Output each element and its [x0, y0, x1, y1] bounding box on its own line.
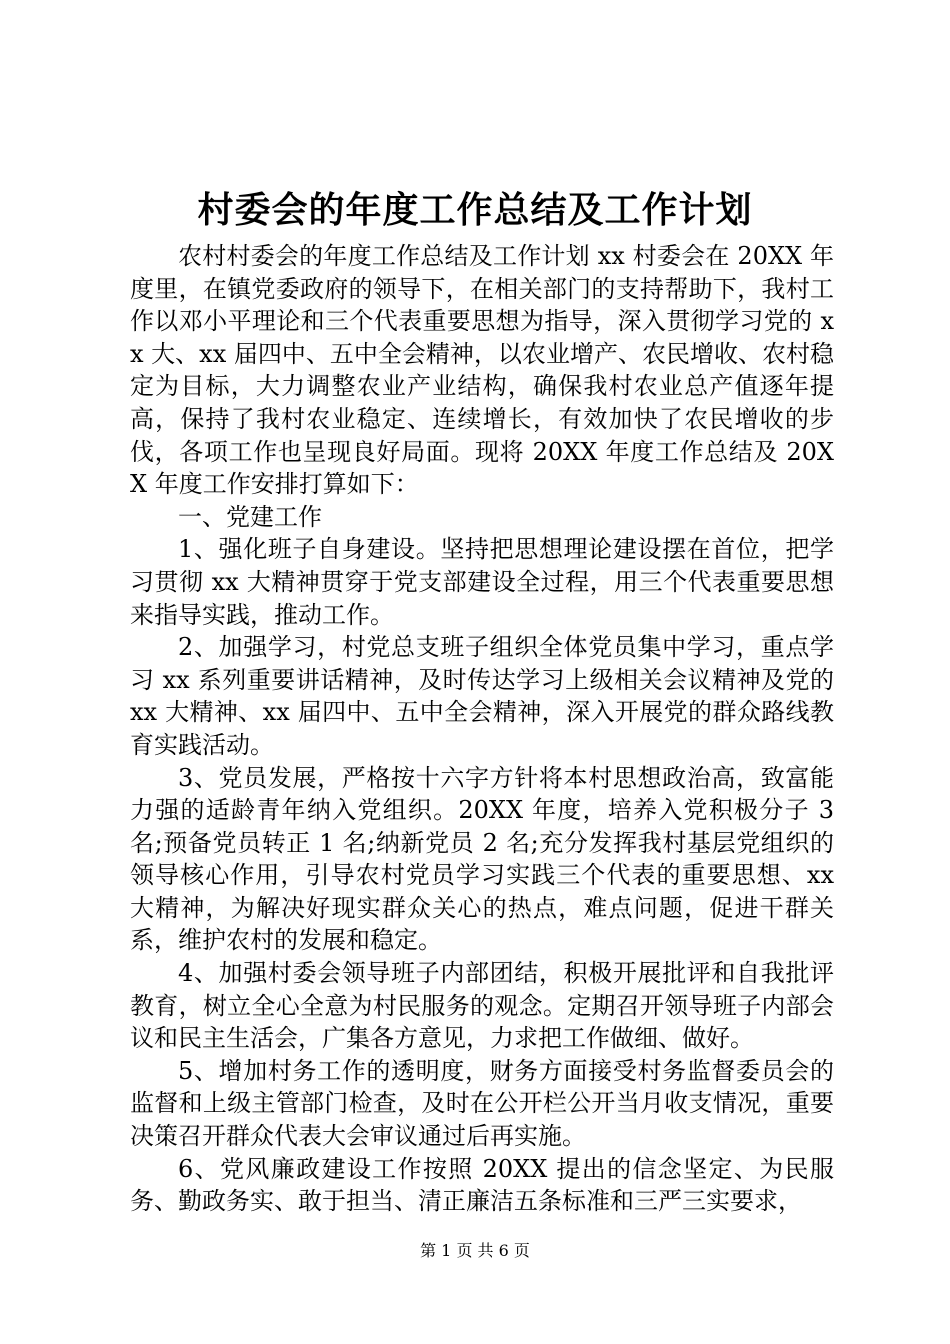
- section-heading-party-building: 一、党建工作: [178, 502, 322, 531]
- paragraph-item-2: 2、加强学习，村党总支班子组织全体党员集中学习，重点学习 xx 系列重要讲话精神，及时传达学习上级相关会议精神及党的 xx 大精神、xx 届四中、五中全会精神，深入开展党的群众路线教育实践活动。: [130, 633, 834, 759]
- document-body: [130, 240, 834, 1218]
- page-number-footer: 第 1 页 共 6 页: [420, 1241, 530, 1260]
- document-title: 村委会的年度工作总结及工作计划: [197, 189, 753, 231]
- paragraph-item-4: 4、加强村委会领导班子内部团结，积极开展批评和自我批评教育，树立全心全意为村民服务的观念。定期召开领导班子内部会议和民主生活会，广集各方意见，力求把工作做细、做好。: [130, 959, 834, 1053]
- paragraph-item-3: 3、党员发展，严格按十六字方针将本村思想政治高，致富能力强的适龄青年纳入党组织。20XX 年度，培养入党积极分子 3 名;预备党员转正 1 名;纳新党员 2 名;充分发挥我村基层党组织的领导核心作用，引导农村党员学习实践三个代表的重要思想、xx 大精神，为解决好现实群众关心的热点，难点问题，促进干群关系，维护农村的发展和稳定。: [130, 763, 834, 955]
- paragraph-item-6: 6、党风廉政建设工作按照 20XX 提出的信念坚定、为民服务、勤政务实、敢于担当、清正廉洁五条标准和三严三实要求，: [130, 1154, 834, 1216]
- intro-paragraph: 农村村委会的年度工作总结及工作计划 xx 村委会在 20XX 年度里，在镇党委政府的领导下，在相关部门的支持帮助下，我村工作以邓小平理论和三个代表重要思想为指导，深入贯彻学习党的 xx 大、xx 届四中、五中全会精神，以农业增产、农民增收、农村稳定为目标，大力调整农业产业结构，确保我村农业总产值逐年提高，保持了我村农业稳定、连续增长，有效加快了农民增收的步伐，各项工作也呈现良好局面。现将 20XX 年度工作总结及 20XX 年度工作安排打算如下：: [130, 242, 834, 499]
- paragraph-item-5: 5、增加村务工作的透明度，财务方面接受村务监督委员会的监督和上级主管部门检查，及时在公开栏公开当月收支情况，重要决策召开群众代表大会审议通过后再实施。: [130, 1056, 834, 1151]
- paragraph-item-1: 1、强化班子自身建设。坚持把思想理论建设摆在首位，把学习贯彻 xx 大精神贯穿于党支部建设全过程，用三个代表重要思想来指导实践，推动工作。: [130, 535, 834, 629]
